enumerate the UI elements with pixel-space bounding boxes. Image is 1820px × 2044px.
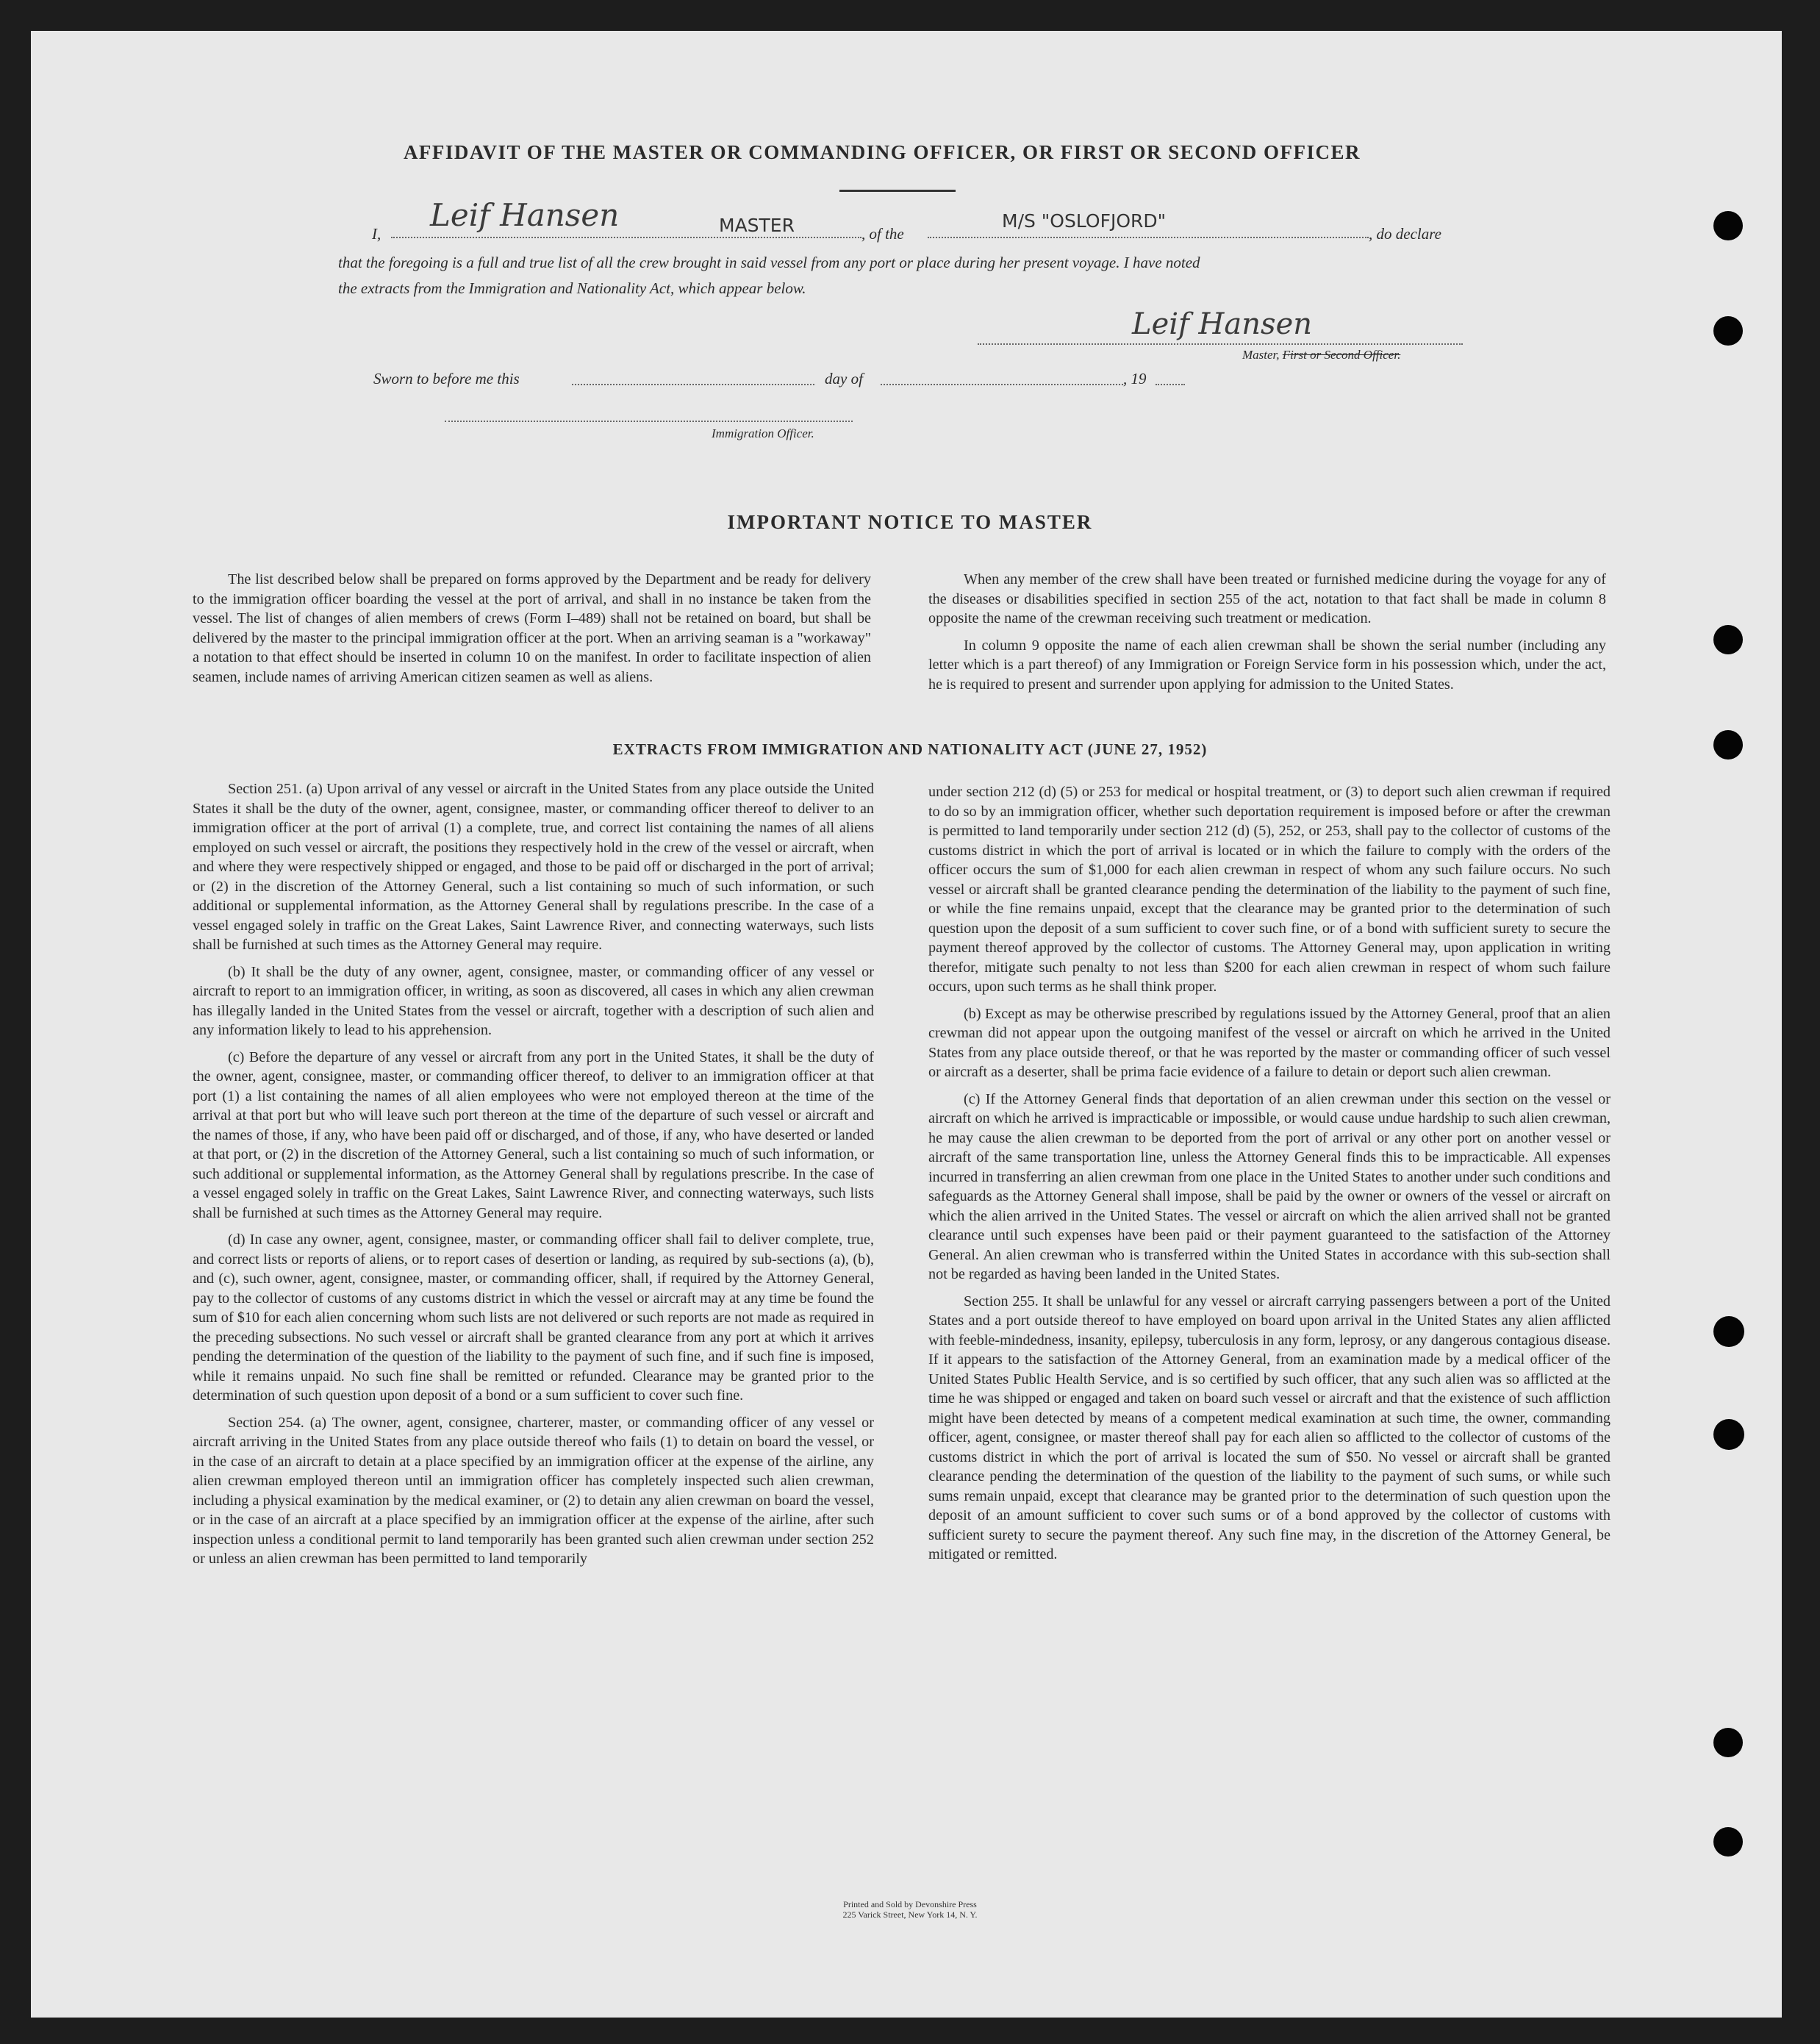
handwritten-name: Leif Hansen <box>430 197 620 233</box>
notice-left-paragraph: The list described below shall be prepared on forms approved by the Department and be ready for delivery to the immigration officer boarding the vessel at the port of arrival, and shall in no instance be taken from the vessel. The list of changes of alien members of crews (Form I–489) shall not be retained on board, but shall be delivered by the master to the principal immigration officer at the port. When an arriving seaman is a "workaway" a notation to that effect should be inserted in column 10 on the manifest. In order to facilitate inspection of alien seamen, include names of arriving American citizen seamen as well as aliens. <box>193 571 871 685</box>
do-declare-text: , do declare <box>1369 225 1441 243</box>
section-251-a: Section 251. (a) Upon arrival of any vessel or aircraft in the United States from any place outside the United States it shall be the duty of the owner, agent, consignee, master, or commanding officer thereof to deliver to an immigration officer at the port of arrival (1) a complete, true, and correct list containing the names of all aliens employed on such vessel or aircraft, the positions they respectively hold in the crew of the vessel or aircraft, when and where they were respectively shipped or engaged, and those to be paid off or discharged in the port of arrival; or (2) in the discretion of the Attorney General, such a list containing so much of such information, or such additional or supplemental information, as the Attorney General shall by regulations prescribe. In the case of a vessel engaged solely in traffic on the Great Lakes, Saint Lawrence River, and connecting waterways, such lists shall be furnished at such times as the Attorney General may require. <box>193 781 874 953</box>
immigration-officer-caption: Immigration Officer. <box>712 426 814 440</box>
declaration-prefix: I, <box>372 225 381 243</box>
binder-hole <box>1713 211 1743 240</box>
year-dotted-line <box>1156 384 1185 385</box>
notice-right-paragraph-2: In column 9 opposite the name of each alien crewman shall be shown the serial number (including any letter which is a part thereof) of any Immigration or Foreign Service form in his possession which, under the act, he is required to present and surrender upon applying for admission to the United States. <box>928 637 1606 693</box>
binder-hole <box>1713 730 1743 760</box>
declaration-line-2: that the foregoing is a full and true list of all the crew brought in said vessel from any port or place during her present voyage. I have noted <box>338 254 1200 271</box>
declaration-line-3: the extracts from the Immigration and Nationality Act, which appear below. <box>338 279 806 297</box>
section-254-a-continued: under section 212 (d) (5) or 253 for medical or hospital treatment, or (3) to deport such alien crewman if required to do so by an immigration officer, whether such deportation requirement is imposed before or after the crewman is permitted to land temporarily under section 212 (d) (5), 252, or 253, shall pay to the collector of customs of the customs district in which the port of arrival is located or in which the failure to comply with the orders of the officer occurs the sum of $1,000 for each alien crewman in respect of whom any such failure occurs. No such vessel or aircraft shall be granted clearance pending the determination of the liability to the payment of such fine, or while the fine remains unpaid, except that the clearance may be granted prior to the determination of such question upon the deposit of a sum sufficient to cover such fine, or of a bond with sufficient surety to secure the payment thereof approved by the collector of customs. The Attorney General may, upon application in writing therefor, mitigate such penalty to not less than $200 for each alien crewman in respect of whom such failure occurs, upon such terms as he shall think proper. <box>928 784 1611 995</box>
vessel-name-typed: M/S "OSLOFJORD" <box>1002 210 1167 232</box>
binder-hole <box>1713 1728 1743 1757</box>
section-254-c: (c) If the Attorney General finds that deportation of an alien crewman under this section on the vessel or aircraft on which he arrived is impracticable or impossible, or would cause undue hardship to such alien crewman, he may cause the alien crewman to be deported from the port of arrival or any other port on another vessel or aircraft of the same transportation line, unless the Attorney General finds this to be impracticable. All expenses incurred in transferring an alien crewman from one place in the United States to another under such conditions and safeguards as the Attorney General shall impose, shall be paid by the owner or owners of the vessel or aircraft on which the alien arrived in the United States. The vessel or aircraft on which the alien arrived shall not be granted clearance until such expenses have been paid or their payment guaranteed to the satisfaction of the Attorney General. An alien crewman who is transferred within the United States in accordance with this sub-section shall not be regarded as having been landed in the United States. <box>928 1090 1611 1282</box>
section-251-d: (d) In case any owner, agent, consignee, master, or commanding officer shall fail to deliver complete, true, and correct lists or reports of aliens, or to report cases of desertion or landing, as required by sub-sections (a), (b), and (c), such owner, agent, consignee, master, or commanding officer, shall, if required by the Attorney General, pay to the collector of customs of any customs district in which the vessel or aircraft may at any time be found the sum of $10 for each alien concerning whom such lists are not delivered or such reports are not made as required in the preceding subsections. No such vessel or aircraft shall be granted clearance from any port at which it arrives pending the determination of the question of the liability to the payment of such fine, and if such fine is imposed, while it remains unpaid. No such fine shall be remitted or refunded. Clearance may be granted prior to the determination of such question upon deposit of a bond or a sum sufficient to cover such fine. <box>193 1232 874 1404</box>
printer-imprint <box>0 1899 1820 1920</box>
binder-hole <box>1713 316 1743 346</box>
binder-hole <box>1713 1316 1744 1347</box>
sworn-month-dotted-line <box>881 384 1123 385</box>
section-251-c: (c) Before the departure of any vessel or aircraft from any port in the United States, it shall be the duty of the owner, agent, consignee, master, or commanding officer thereof, to deliver to an immigration officer at that port (1) a list containing the names of all alien employees who were not employed thereon at the time of the arrival at that port but who will leave such port thereon at the time of the departure of such vessel or aircraft and the names of those, if any, who have been paid off or discharged, and of those, if any, who have deserted or landed at that port, or (2) in the discretion of the Attorney General, such a list containing so much of such information, or such additional or supplemental information, as the Attorney General shall by regulations prescribe. In the case of a vessel engaged solely in traffic on the Great Lakes, Saint Lawrence River, and connecting waterways, such lists shall be furnished at such times as the Attorney General may require. <box>193 1048 874 1221</box>
master-caption: Master, <box>1242 348 1280 362</box>
binder-hole <box>1713 1419 1744 1450</box>
section-255: Section 255. It shall be unlawful for any vessel or aircraft carrying passengers between a port of the United States and a port outside thereof to have employed on board upon arrival in the United States any alien afflicted with feeble-mindedness, insanity, epilepsy, tuberculosis in any form, leprosy, or any dangerous contagious disease. If it appears to the satisfaction of the Attorney General, from an examination made by a medical officer of the United States Public Health Service, and is so certified by such officer, that any such alien was so afflicted at the time he was shipped or engaged and taken on board such vessel or aircraft and that the existence of such affliction might have been detected by means of a competent medical examination at such time, the owner, commanding officer, agent, consignee, or master thereof shall pay for each alien so afflicted to the collector of customs of the customs district in which the port of arrival is located the sum of $50. No vessel or aircraft shall be granted clearance pending the determination of the question of the liability to the payment of such sums, or while such sums remain unpaid, except that clearance may be granted prior to the determination of such question upon the deposit of an amount sufficient to cover such sums or of a bond approved by the collector of customs with sufficient surety to secure the payment thereof. Any such fine may, in the discretion of the Attorney General, be mitigated or remitted. <box>928 1293 1611 1562</box>
extracts-left-column <box>193 779 874 1576</box>
day-of-text: day of <box>825 370 863 387</box>
printer-line-2: 225 Varick Street, New York 14, N. Y. <box>842 1909 978 1920</box>
signature-caption <box>1242 348 1400 362</box>
sworn-day-dotted-line <box>572 384 814 385</box>
vessel-dotted-line <box>928 237 1369 238</box>
extracts-right-column <box>928 782 1611 1572</box>
affidavit-title: AFFIDAVIT OF THE MASTER OR COMMANDING OFFICER, OR FIRST OR SECOND OFFICER <box>403 141 1361 163</box>
notice-title: IMPORTANT NOTICE TO MASTER <box>727 511 1093 533</box>
struck-officer-caption: First or Second Officer. <box>1282 348 1401 362</box>
printer-line-1: Printed and Sold by Devonshire Press <box>843 1899 977 1909</box>
name-dotted-line <box>391 237 861 238</box>
rank-typed: MASTER <box>719 215 795 236</box>
binder-hole <box>1713 625 1743 654</box>
title-rule <box>839 190 956 192</box>
signature-dotted-line <box>978 343 1463 345</box>
officer-dotted-line <box>445 421 853 422</box>
of-the-text: , of the <box>861 225 904 243</box>
sworn-text: Sworn to before me this <box>373 370 520 387</box>
binder-hole <box>1713 1827 1743 1857</box>
extracts-title: EXTRACTS FROM IMMIGRATION AND NATIONALITY ACT (JUNE 27, 1952) <box>612 740 1208 758</box>
section-254-a: Section 254. (a) The owner, agent, consignee, charterer, master, or commanding officer of any vessel or aircraft arriving in the United States from any place outside thereof who fails (1) to detain on board the vessel, or in the case of an aircraft to detain at a place specified by an immigration officer at the expense of the airline, any alien crewman employed thereon until an immigration officer has completely inspected such alien crewman, including a physical examination by the medical examiner, or (2) to detain any alien crewman on board the vessel, or in the case of an aircraft at a place specified by an immigration officer at the expense of the airline, after such inspection unless a conditional permit to land temporarily has been granted such alien crewman under section 252 or unless an alien crewman has been permitted to land temporarily <box>193 1414 874 1567</box>
section-254-b: (b) Except as may be otherwise prescribed by regulations issued by the Attorney General, proof that an alien crewman did not appear upon the outgoing manifest of the vessel or aircraft on which he arrived in the United States from any place outside thereof, or that he was reported by the master or commanding officer of such vessel or aircraft as a deserter, shall be prima facie evidence of a failure to detain or deport such alien crewman. <box>928 1005 1611 1080</box>
notice-right-column <box>928 570 1606 701</box>
master-signature: Leif Hansen <box>1132 307 1312 341</box>
notice-left-column <box>193 570 871 694</box>
section-251-b: (b) It shall be the duty of any owner, agent, consignee, master, or commanding officer of any vessel or aircraft to report to an immigration officer, in writing, as soon as discovered, all cases in which any alien crewman has illegally landed in the United States from the vessel or aircraft, together with a description of such alien and any information likely to lead to his apprehension. <box>193 963 874 1038</box>
year-text: , 19 <box>1123 370 1147 387</box>
notice-right-paragraph-1: When any member of the crew shall have been treated or furnished medicine during the voyage for any of the diseases or disabilities specified in section 255 of the act, notation to that fact shall be made in column 8 opposite the name of the crewman receiving such treatment or medication. <box>928 571 1606 626</box>
